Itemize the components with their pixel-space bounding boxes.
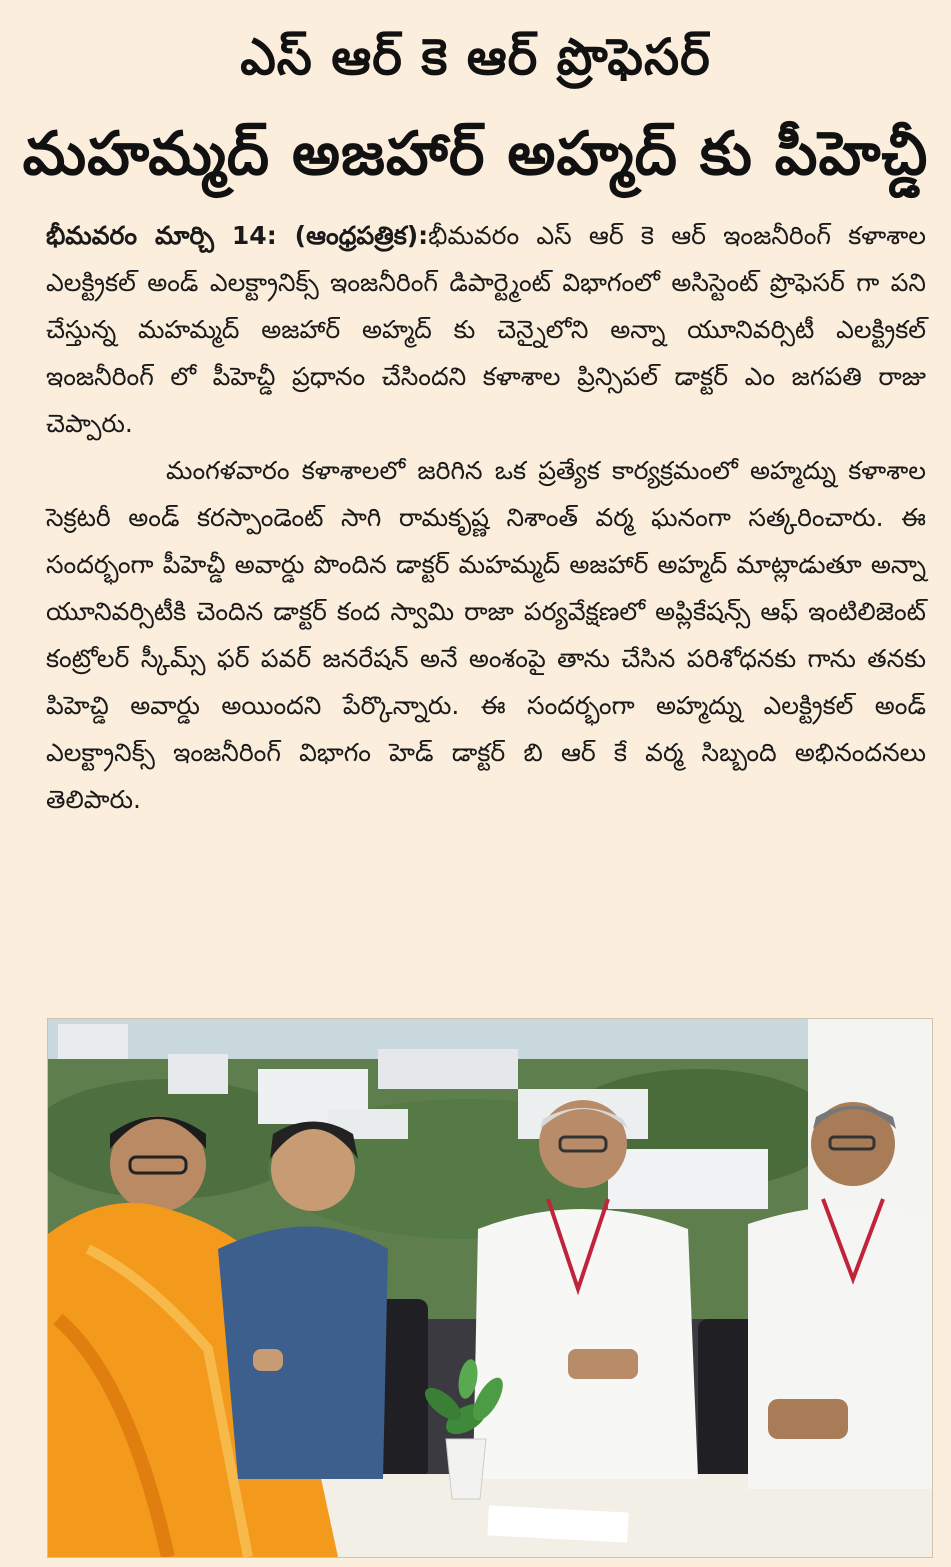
dateline: భీమవరం మార్చి 14: (ఆంధ్రపత్రిక): — [46, 221, 429, 250]
paragraph-1-text: భీమవరం ఎస్ ఆర్ కె ఆర్ ఇంజనీరింగ్ కళాశాల ఎలక్ట్రికల్ అండ్ ఎలక్ట్రానిక్స్ ఇంజనీరింగ్ డిపార్ట్మెంట్ విభాగంలో అసిస్టెంట్ ప్రొఫెసర్ గా పని చేస్తున్న మహమ్మద్ అజహార్ అహ్మద్ కు చెన్నైలోని అన్నా యూనివర్సిటీ ఎలక్ట్రికల్ ఇంజనీరింగ్ లో పీహెచ్డీ ప్రధానం చేసిందని కళాశాల ప్రిన్సిపల్ డాక్టర్ ఎం జగపతి రాజు చెప్పారు. — [46, 221, 926, 438]
denim-shirt — [218, 1227, 388, 1480]
photo-illustration — [48, 1019, 932, 1557]
article-paragraph-2: మంగళవారం కళాశాలలో జరిగిన ఒక ప్రత్యేక కార్యక్రమంలో అహ్మద్ను కళాశాల సెక్రటరీ అండ్ కరస్పాండెంట్ సాగి రామకృష్ణ నిశాంత్ వర్మ ఘనంగా సత్కరించారు. ఈ సందర్భంగా పీహెచ్డీ అవార్డు పొందిన డాక్టర్ మహమ్మద్ అజహార్ అహ్మద్ మాట్లాడుతూ అన్నా యూనివర్సిటీకి చెందిన డాక్టర్ కంద స్వామి రాజా పర్యవేక్షణలో అప్లికేషన్స్ ఆఫ్ ఇంటిలిజెంట్ కంట్రోలర్ స్కీమ్స్ ఫర్ పవర్ జనరేషన్ అనే అంశంపై తాను చేసిన పరిశోధనకు గాను తనకు పిహెచ్డి అవార్డు అయిందని పేర్కొన్నారు. ఈ సందర్భంగా అహ్మద్ను ఎలక్ట్రికల్ అండ్ ఎలక్ట్రానిక్స్ ఇంజనీరింగ్ విభాగం హెడ్ డాక్టర్ బి ఆర్ కే వర్మ సిబ్బంది అభినందనలు తెలిపారు. — [46, 456, 926, 814]
headline-line-2: మహమ్మద్ అజహార్ అహ్మద్ కు పీహెచ్డీ — [22, 119, 929, 189]
white-shirt — [473, 1209, 698, 1479]
article-body — [46, 212, 926, 823]
news-photo — [47, 1018, 933, 1558]
article-paragraph-1 — [46, 212, 926, 447]
campus-building — [58, 1024, 128, 1059]
headline-line-1: ఎస్ ఆర్ కె ఆర్ ప్రొఫెసర్ — [240, 28, 711, 86]
